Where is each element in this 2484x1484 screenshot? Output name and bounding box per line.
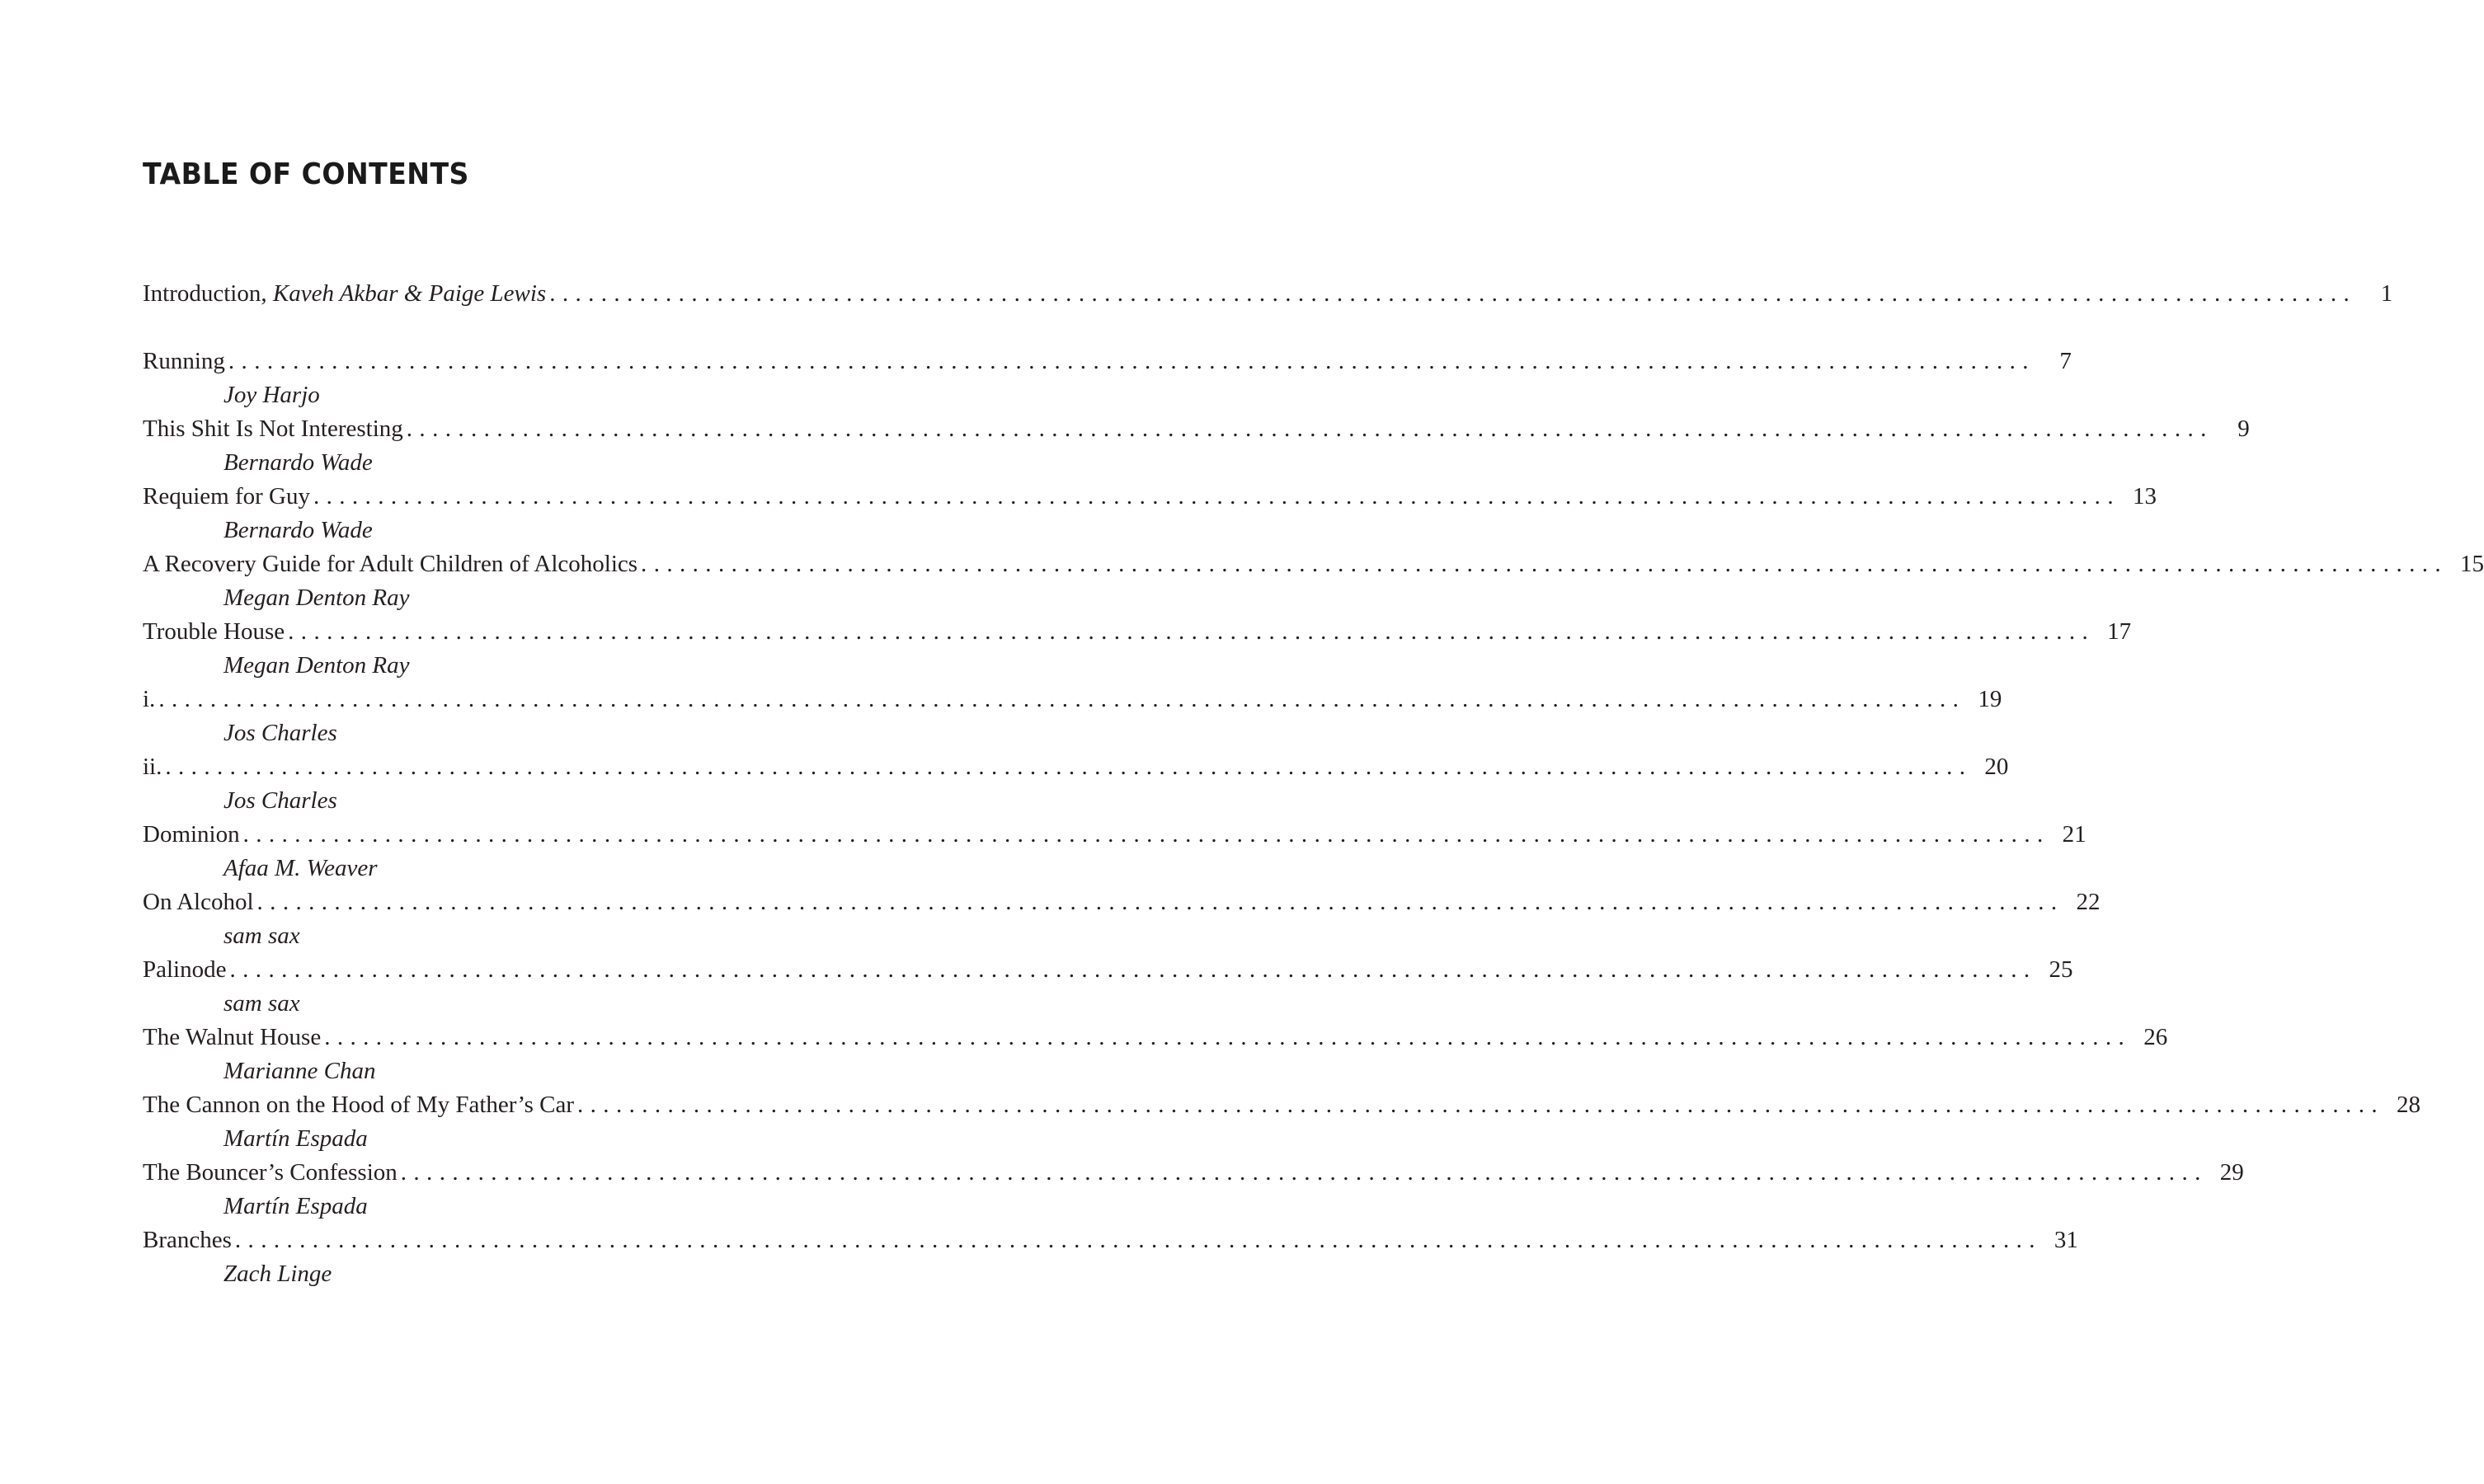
toc-entry-line: [143, 750, 2009, 784]
page-number: 29: [2219, 1159, 2244, 1186]
introduction-entry: [143, 277, 2393, 311]
toc-entry-line: [143, 1021, 2168, 1054]
page-number: 22: [2076, 889, 2101, 915]
dot-leader: ............................................................................................................................................: [158, 686, 1966, 712]
toc-entry: [143, 885, 2101, 953]
dot-leader: ............................................................................................................................................: [256, 889, 2064, 915]
entry-title: The Walnut House: [143, 1024, 322, 1050]
toc-entry-line: [143, 277, 2393, 311]
page-number: 21: [2062, 821, 2086, 848]
toc-entry: [143, 953, 2073, 1021]
entry-title: This Shit Is Not Interesting: [143, 416, 403, 442]
page-number: 17: [2107, 618, 2132, 645]
toc-entry: [143, 750, 2009, 818]
toc-entry-line: [143, 412, 2250, 446]
entry-author: Jos Charles: [223, 720, 337, 746]
entry-title: Branches: [143, 1227, 232, 1253]
toc-entry: [143, 615, 2132, 683]
entry-author: sam sax: [223, 923, 300, 949]
toc-entry: [143, 345, 2072, 412]
toc-entry: [143, 547, 2484, 615]
page-number: 13: [2132, 483, 2157, 510]
introduction-label: Introduction,: [143, 280, 273, 307]
toc-entry-line: [143, 885, 2101, 919]
entry-title: The Bouncer’s Confession: [143, 1159, 398, 1186]
entry-title: ii.: [143, 754, 162, 780]
dot-leader: ............................................................................................................................................: [313, 483, 2120, 510]
entry-author: Zach Linge: [223, 1261, 332, 1287]
entry-author: sam sax: [223, 990, 300, 1017]
page-number: 25: [2049, 956, 2073, 983]
page-number: 20: [1984, 754, 2009, 780]
toc-entry: [143, 1021, 2168, 1088]
entry-title: Dominion: [143, 821, 240, 848]
introduction-authors: Kaveh Akbar & Paige Lewis: [272, 280, 547, 307]
toc-entry: [143, 1088, 2420, 1156]
entry-author: Bernardo Wade: [223, 449, 373, 476]
entry-title: i.: [143, 686, 156, 712]
entry-author: Joy Harjo: [223, 382, 320, 408]
toc-entry: [143, 480, 2157, 547]
page-number: 9: [2237, 416, 2250, 442]
toc-entry-line: [143, 683, 2002, 716]
entry-title: Trouble House: [143, 618, 285, 645]
toc-entry-line: [143, 615, 2132, 649]
entry-author: Martín Espada: [223, 1193, 368, 1219]
entry-author: Afaa M. Weaver: [223, 855, 378, 881]
toc-entry-line: [143, 1156, 2244, 1190]
entry-title: Requiem for Guy: [143, 483, 310, 510]
toc-entry-line: [143, 345, 2072, 378]
toc-entry: [143, 1156, 2244, 1223]
entry-title: On Alcohol: [143, 889, 254, 915]
dot-leader: ............................................................................................................................................: [165, 754, 1973, 780]
dot-leader: ............................................................................................................................................: [324, 1024, 2132, 1050]
dot-leader: ............................................................................................................................................: [406, 416, 2213, 442]
page-title: TABLE OF CONTENTS: [143, 157, 469, 191]
page-number: 31: [2054, 1227, 2078, 1253]
page-number: 7: [2059, 348, 2072, 374]
toc-entry: [143, 683, 2002, 750]
toc-entry: [143, 1223, 2078, 1291]
entry-title: A Recovery Guide for Adult Children of Alcoholics: [143, 551, 638, 577]
dot-leader: ............................................................................................................................................: [577, 1092, 2384, 1118]
dot-leader: ............................................................................................................................................: [242, 821, 2050, 848]
dot-leader: ............................................................................................................................................: [549, 280, 2357, 307]
dot-leader: ............................................................................................................................................: [229, 956, 2037, 983]
table-of-contents: [143, 277, 2484, 1291]
toc-entry-line: [143, 818, 2086, 852]
poem-entries: [143, 345, 2484, 1291]
entry-title: The Cannon on the Hood of My Father’s Car: [143, 1092, 574, 1118]
entry-title: [143, 277, 549, 311]
toc-entry-line: [143, 1223, 2078, 1257]
page-number: 19: [1978, 686, 2002, 712]
toc-entry: [143, 412, 2250, 480]
dot-leader: ............................................................................................................................................: [228, 348, 2035, 374]
entry-author: Jos Charles: [223, 787, 337, 814]
toc-entry-line: [143, 547, 2484, 581]
page-number: 28: [2397, 1092, 2420, 1118]
entry-author: Marianne Chan: [223, 1058, 376, 1084]
toc-entry-line: [143, 480, 2157, 514]
dot-leader: ............................................................................................................................................: [288, 618, 2096, 645]
dot-leader: ............................................................................................................................................: [400, 1159, 2208, 1186]
entry-author: Megan Denton Ray: [223, 585, 410, 611]
page-number: 26: [2143, 1024, 2168, 1050]
toc-entry-line: [143, 953, 2073, 987]
toc-entry: [143, 818, 2086, 885]
page-number: 15: [2460, 551, 2484, 577]
dot-leader: ............................................................................................................................................: [641, 551, 2449, 577]
entry-author: Megan Denton Ray: [223, 652, 410, 679]
entry-author: Martín Espada: [223, 1125, 368, 1152]
page-number: 1: [2380, 280, 2393, 307]
entry-title: Running: [143, 348, 225, 374]
dot-leader: ............................................................................................................................................: [234, 1227, 2042, 1253]
entry-title: Palinode: [143, 956, 227, 983]
entry-author: Bernardo Wade: [223, 517, 373, 543]
toc-entry-line: [143, 1088, 2420, 1122]
